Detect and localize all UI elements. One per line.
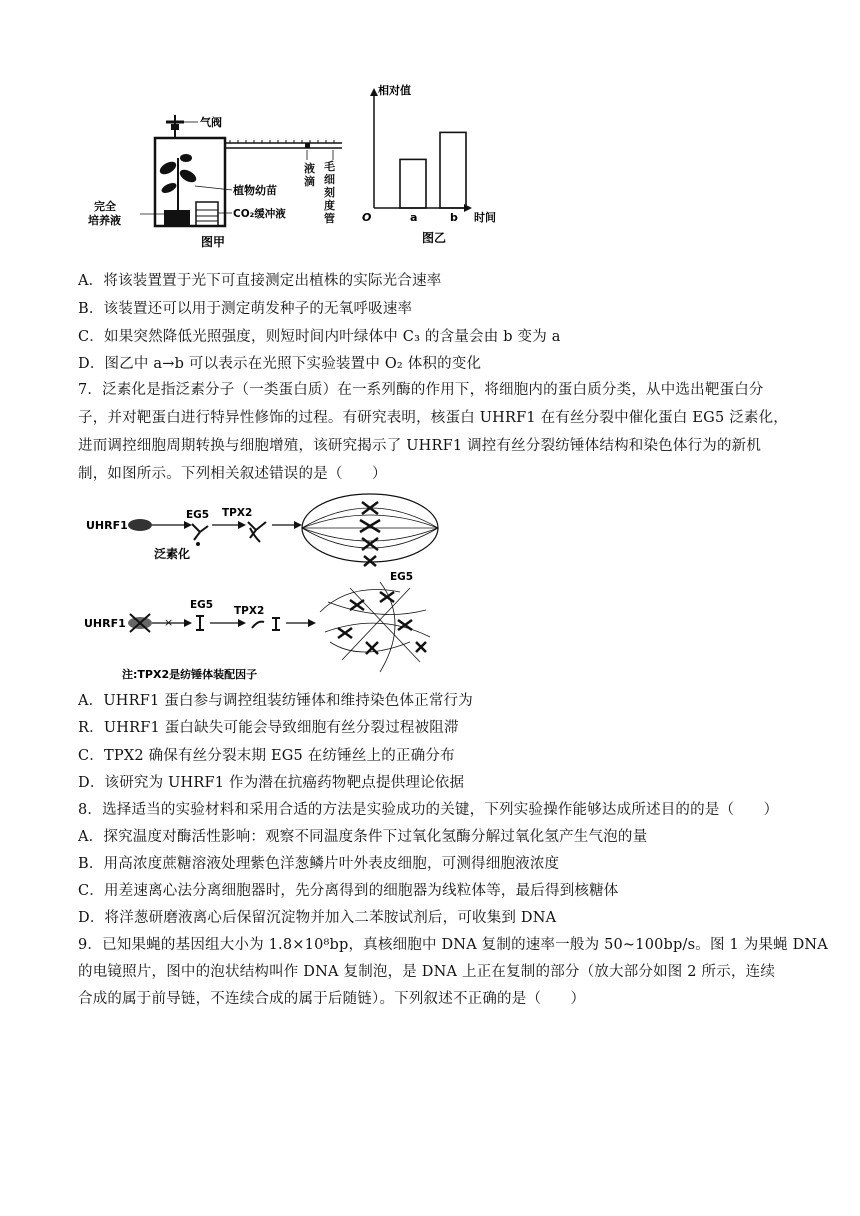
eg5-spindle-label: EG5 xyxy=(390,571,414,583)
figure-jia xyxy=(80,110,360,250)
q7-stem-line-3: 进而调控细胞周期转换与细胞增殖，该研究揭示了 UHRF1 调控有丝分裂纺锤体结构和染色体行为的新机 xyxy=(78,438,762,454)
q6-option-c: C．如果突然降低光照强度，则短时间内叶绿体中 C₃ 的含量会由 b 变为 a xyxy=(78,329,561,345)
q8-option-b: B．用高浓度蔗糖溶液处理紫色洋葱鳞片叶外表皮细胞，可测得细胞液浓度 xyxy=(78,856,560,872)
q9-stem-line-3: 合成的属于前导链，不连续合成的属于后随链）。下列叙述不正确的是（ ） xyxy=(78,991,586,1007)
figure-jia-caption: 图甲 xyxy=(201,235,226,249)
tpx2-top-label: TPX2 xyxy=(222,507,253,519)
q7-option-d: D．该研究为 UHRF1 作为潜在抗癌药物靶点提供理论依据 xyxy=(78,775,465,791)
q9-stem-line-2: 的电镜照片，图中的泡状结构叫作 DNA 复制泡，是 DNA 上正在复制的部分（放大部分如图 2 所示，连续 xyxy=(78,964,776,980)
q6-option-b: B．该装置还可以用于测定萌发种子的无氧呼吸速率 xyxy=(78,301,413,317)
q8-option-d: D．将洋葱研磨液离心后保留沉淀物并加入二苯胺试剂后，可收集到 DNA xyxy=(78,910,557,926)
eg5-bottom-label: EG5 xyxy=(190,599,214,611)
q8-option-a: A．探究温度对酶活性影响：观察不同温度条件下过氧化氢酶分解过氧化氢产生气泡的量 xyxy=(78,829,648,845)
q6-option-d: D．图乙中 a→b 可以表示在光照下实验装置中 O₂ 体积的变化 xyxy=(78,356,482,372)
q9-stem-line-1: 9．已知果蝇的基因组大小为 1.8×10⁸bp，真核细胞中 DNA 复制的速率一般为 50~100bp/s。图 1 为果蝇 DNA xyxy=(78,937,828,953)
seedling-label: 植物幼苗 xyxy=(233,184,277,197)
q6-option-a: A．将该装置置于光下可直接测定出植株的实际光合速率 xyxy=(78,273,442,289)
figure-q7 xyxy=(80,492,450,684)
uhrf1-top-label: UHRF1 xyxy=(86,519,128,532)
solution-label-bottom: 培养液 xyxy=(88,214,121,227)
eg5-top-label: EG5 xyxy=(186,509,210,521)
svg-text:×: × xyxy=(164,616,174,629)
x-axis-label: 时间 xyxy=(474,211,496,224)
tpx2-note: 注:TPX2是纺锤体装配因子 xyxy=(122,668,258,681)
figure-yi-caption: 图乙 xyxy=(422,231,447,245)
q7-option-c: C．TPX2 确保有丝分裂末期 EG5 在纺锤丝上的正确分布 xyxy=(78,748,455,764)
buffer-label: CO₂缓冲液 xyxy=(233,208,286,220)
uhrf1-bottom-label: UHRF1 xyxy=(84,617,126,630)
q7-option-a: A．UHRF1 蛋白参与调控组装纺锤体和维持染色体正常行为 xyxy=(78,693,473,709)
droplet-label: 液滴 xyxy=(304,162,315,188)
y-axis-label: 相对值 xyxy=(378,84,411,97)
bar-a xyxy=(400,159,426,208)
capillary-label: 毛细刻度管 xyxy=(324,160,335,225)
bar-b xyxy=(440,132,466,208)
q7-stem-line-2: 子，并对靶蛋白进行特异性修饰的过程。有研究表明，核蛋白 UHRF1 在有丝分裂中催化蛋白 EG5 泛素化， xyxy=(78,410,788,426)
q8-stem: 8．选择适当的实验材料和采用合适的方法是实验成功的关键，下列实验操作能够达成所述目的的是（ ） xyxy=(78,802,779,818)
valve-label: 气阀 xyxy=(200,116,222,129)
x-tick-a: a xyxy=(410,211,418,224)
tpx2-bottom-label: TPX2 xyxy=(234,605,265,617)
origin-label: O xyxy=(362,211,372,224)
q7-option-b: R．UHRF1 蛋白缺失可能会导致细胞有丝分裂过程被阻滞 xyxy=(78,720,459,736)
solution-label-top: 完全 xyxy=(94,200,116,213)
q7-stem-line-1: 7．泛素化是指泛素分子（一类蛋白质）在一系列酶的作用下，将细胞内的蛋白质分类，从中选出靶蛋白分 xyxy=(78,382,764,398)
q8-option-c: C．用差速离心法分离细胞器时，先分离得到的细胞器为线粒体等，最后得到核糖体 xyxy=(78,883,619,899)
figure-yi-chart xyxy=(360,80,530,250)
x-tick-b: b xyxy=(450,211,458,224)
ubiquitination-label: 泛素化 xyxy=(154,547,191,561)
q7-stem-line-4: 制，如图所示。下列相关叙述错误的是（ ） xyxy=(78,466,387,482)
